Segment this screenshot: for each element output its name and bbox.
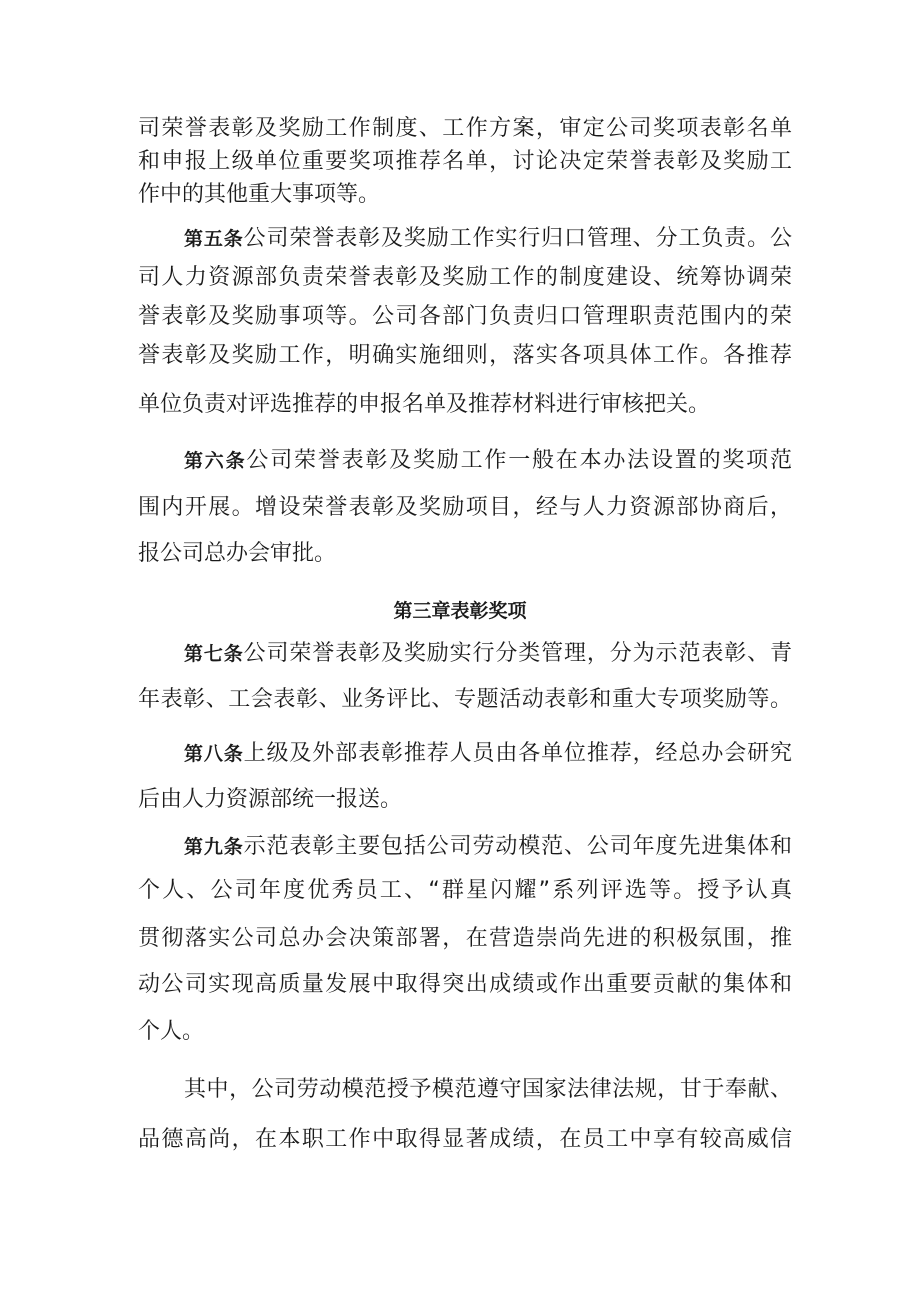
article-5-first-line <box>184 225 792 253</box>
article-text: 示范表彰主要包括公司劳动模范、公司年度先进集体和 <box>243 834 792 859</box>
article-8-first-line <box>184 740 792 768</box>
article-text: 上级及外部表彰推荐人员由各单位推荐，经总办会研究 <box>243 741 792 766</box>
article-label: 第五条 <box>184 228 244 250</box>
paragraph-line: 贯彻落实公司总办会决策部署，在营造崇尚先进的积极氛围，推 <box>138 926 792 951</box>
article-label: 第九条 <box>184 836 244 858</box>
paragraph-line: 个人。 <box>138 1019 205 1044</box>
paragraph-line: 围内开展。增设荣誉表彰及奖励项目，经与人力资源部协商后， <box>138 495 792 520</box>
paragraph-line: 作中的其他重大事项等。 <box>138 182 381 207</box>
paragraph-line: 和申报上级单位重要奖项推荐名单，讨论决定荣誉表彰及奖励工 <box>138 149 792 174</box>
paragraph-line: 动公司实现高质量发展中取得突出成绩或作出重要贡献的集体和 <box>138 972 792 997</box>
paragraph-line: 誉表彰及奖励工作，明确实施细则，落实各项具体工作。各推荐 <box>138 343 792 368</box>
article-label: 第八条 <box>184 743 244 765</box>
paragraph-line: 报公司总办会审批。 <box>138 541 337 566</box>
paragraph-line: 司荣誉表彰及奖励工作制度、工作方案，审定公司奖项表彰名单 <box>138 116 792 141</box>
article-label: 第六条 <box>184 450 247 472</box>
paragraph-first-line: 其中，公司劳动模范授予模范遵守国家法律法规，甘于奉献、 <box>184 1077 792 1102</box>
article-7-first-line <box>184 640 792 668</box>
article-text: 公司荣誉表彰及奖励工作一般在本办法设置的奖项范 <box>246 448 792 473</box>
article-9-first-line <box>184 833 792 861</box>
article-label: 第七条 <box>184 643 244 665</box>
paragraph-line: 后由人力资源部统一报送。 <box>138 787 403 812</box>
paragraph-line: 单位负责对评选推荐的申报名单及推荐材料进行审核把关。 <box>138 392 711 417</box>
article-text: 公司荣誉表彰及奖励工作实行归口管理、分工负责。公 <box>243 226 792 251</box>
article-6-first-line <box>184 447 792 475</box>
chapter-heading: 第三章表彰奖项 <box>393 600 527 622</box>
paragraph-line: 品德高尚，在本职工作中取得显著成绩，在员工中享有较高威信 <box>138 1127 792 1152</box>
paragraph-line: 誉表彰及奖励事项等。公司各部门负责归口管理职责范围内的荣 <box>138 304 792 329</box>
article-text: 公司荣誉表彰及奖励实行分类管理，分为示范表彰、青 <box>243 641 792 666</box>
paragraph-line: 年表彰、工会表彰、业务评比、专题活动表彰和重大专项奖励等。 <box>138 687 792 712</box>
paragraph-line: 司人力资源部负责荣誉表彰及奖励工作的制度建设、统筹协调荣 <box>138 265 792 290</box>
paragraph-line: 个人、公司年度优秀员工、“群星闪耀”系列评选等。授予认真 <box>138 878 792 903</box>
